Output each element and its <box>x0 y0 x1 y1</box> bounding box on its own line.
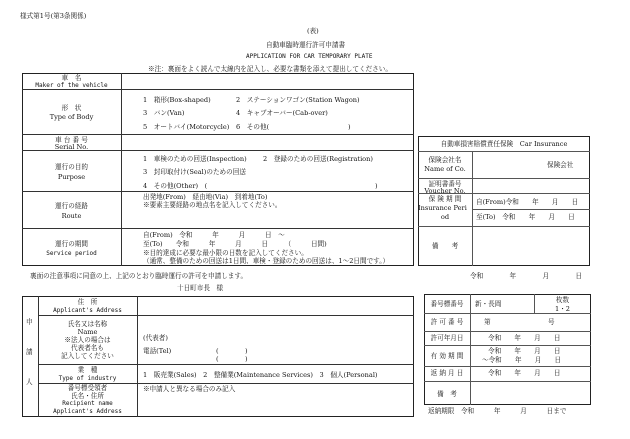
form-title-ja: 自動車臨時運行許可申請書 <box>266 41 346 49</box>
period-label-ja: 運行の期間 <box>55 240 88 248</box>
serial-label-en: Serial No. <box>54 143 89 151</box>
insurance-period-label-en-2: od <box>440 213 450 221</box>
voucher-label-ja: 証明書番号 <box>428 180 462 188</box>
form-number: 様式第1号(第3条関係) <box>20 12 87 20</box>
recipient-note: ※申請人と異なる場合のみ記入 <box>143 385 236 393</box>
recipient-label-2: 氏名・住所 <box>71 392 104 400</box>
purpose-option-4[interactable]: 4 その他(Other) ( <box>143 182 208 190</box>
address-label-ja: 住 所 <box>77 298 98 306</box>
tel-area-code[interactable]: ( ) <box>216 347 248 355</box>
insurance-period-from[interactable]: 自(From)令和 年 月 日 <box>476 198 579 206</box>
plate-number-value: 新・長岡 <box>475 300 502 308</box>
industry-label-ja: 業 種 <box>77 366 98 374</box>
office-remarks-field[interactable] <box>474 384 588 402</box>
applicant-side-3: 人 <box>26 378 33 386</box>
recipient-label-3: Recipient name <box>62 400 113 407</box>
voucher-label-en: Voucher No. <box>424 187 466 195</box>
period-note-1: ※目的達成に必要な最小限の日数を記入してください。 <box>143 249 308 257</box>
body-type-option-3[interactable]: 3 バン(Van) <box>143 109 185 117</box>
insurance-period-label-en-1: Insurance Peri <box>418 204 467 212</box>
period-note-2: （通常、整備のための回送は1日間、車検・登録のための回送は、1～2日間です。） <box>143 257 390 265</box>
maker-label-ja: 車 名 <box>61 74 82 82</box>
purpose-option-4-close: ) <box>375 182 378 190</box>
body-type-option-5[interactable]: 5 オートバイ(Motorcycle) <box>143 123 230 131</box>
period-from[interactable]: 自(From) 令和 年 月 日 ～ <box>143 231 285 239</box>
representative-label: (代表者) <box>143 334 168 342</box>
purpose-option-1[interactable]: 1 車検のための回送(Inspection) <box>143 155 247 163</box>
recipient-label-4: Applicant's Address <box>53 408 122 415</box>
sheets-value[interactable]: 1・2 <box>555 305 570 313</box>
name-label-2: Name <box>77 328 98 336</box>
insurance-remarks-label: 備 考 <box>431 242 459 250</box>
period-to[interactable]: 至(To) 令和 年 月 日 （ 日間) <box>143 240 327 248</box>
body-type-option-6[interactable]: 6 その他( <box>236 123 270 131</box>
plate-number-label: 番号標番号 <box>430 300 464 308</box>
permit-date-value[interactable]: 令和 年 月 日 <box>488 334 561 342</box>
return-date-label: 返 納 月 日 <box>430 369 464 377</box>
insurance-company-label-en: Name of Co. <box>424 165 466 173</box>
sheets-label: 枚数 <box>555 296 570 304</box>
purpose-label-ja: 運行の目的 <box>55 163 88 171</box>
tel-label: 電話(Tel) <box>143 347 172 355</box>
permit-date-label: 許可年月日 <box>430 334 464 342</box>
permit-number-label: 許 可 番 号 <box>430 318 464 326</box>
body-type-option-2[interactable]: 2 ステーションワゴン(Station Wagon) <box>236 96 360 104</box>
declaration-text: 裏面の注意事項に同意の上、上記のとおり臨時運行の許可を申請します。 <box>30 272 248 280</box>
applicant-side-1: 申 <box>26 318 33 326</box>
permit-number-go: 号 <box>548 318 555 326</box>
front-side-label: (表) <box>307 27 319 35</box>
form-title-en: APPLICATION FOR CAR TEMPORARY PLATE <box>246 53 373 60</box>
route-line-2: ※要素主要経路の地点名を記入してください。 <box>143 201 282 209</box>
applicant-side-2: 請 <box>26 348 33 356</box>
maker-field[interactable] <box>125 76 409 87</box>
insurance-company-suffix: 保険会社 <box>547 161 574 169</box>
valid-period-from[interactable]: 令和 年 月 日 <box>488 347 561 355</box>
declaration-date[interactable]: 令和 年 月 日 <box>470 272 583 280</box>
industry-options[interactable]: 1 販売業(Sales) 2 整備業(Maintenance Services) 3 個人(Personal) <box>143 371 378 379</box>
body-type-label-ja: 形 状 <box>61 104 82 112</box>
purpose-label-en: Purpose <box>57 173 86 181</box>
serial-label-ja: 車 台 番 号 <box>55 136 88 144</box>
valid-period-to[interactable]: ～令和 年 月 日 <box>482 356 562 364</box>
route-field[interactable] <box>125 211 409 226</box>
industry-label-en: Type of industry <box>58 375 117 382</box>
name-label-3: ※法人の場合は <box>64 336 111 344</box>
route-line-1: 出発地(From) 経由地(Via) 到着地(To) <box>143 193 268 201</box>
insurance-period-label-ja: 保 険 期 間 <box>428 195 462 203</box>
return-deadline: 返納期限 令和 年 月 日まで <box>428 407 567 415</box>
maker-label-en: Maker of the vehicle <box>35 82 108 89</box>
purpose-option-3[interactable]: 3 封印取付け(Seal)のための回送 <box>143 168 246 176</box>
period-label-en: Service period <box>46 250 97 257</box>
permit-number-dai: 第 <box>484 318 491 326</box>
purpose-option-2[interactable]: 2 登録のための回送(Registration) <box>263 155 373 163</box>
route-label-en: Route <box>61 212 82 220</box>
tel-number[interactable]: ( ) <box>216 355 248 363</box>
name-label-5: 記入してください <box>61 352 114 360</box>
insurance-header: 自動車損害賠償責任保険 Car Insurance <box>440 140 568 148</box>
instruction-note: ※注：裏面をよく読んで太線内を記入し、必要な書類を添えて提出してください。 <box>148 65 392 73</box>
address-field[interactable] <box>141 299 409 312</box>
body-type-option-6-close: ) <box>348 123 351 131</box>
insurance-company-field[interactable] <box>476 155 544 175</box>
body-type-option-4[interactable]: 4 キャブオーバー(Cab-over) <box>236 109 328 117</box>
body-type-label-en: Type of Body <box>49 113 94 121</box>
addressee: 十日町市長 様 <box>177 284 224 292</box>
voucher-field[interactable] <box>476 180 586 191</box>
return-date-value[interactable]: 令和 年 月 日 <box>488 369 561 377</box>
insurance-remarks-field[interactable] <box>476 229 586 263</box>
body-type-option-1[interactable]: 1 箱形(Box-shaped) <box>143 96 211 104</box>
name-label-4: 代表者名も <box>71 344 104 352</box>
serial-field[interactable] <box>125 137 409 148</box>
insurance-period-to[interactable]: 至(To) 令和 年 月 日 <box>476 213 575 221</box>
name-label-1: 氏名又は名称 <box>67 320 108 328</box>
office-remarks-label: 備 考 <box>437 390 457 398</box>
valid-period-label: 有 効 期 間 <box>430 352 464 360</box>
address-label-en: Applicant's Address <box>53 307 122 314</box>
route-label-ja: 運行の経路 <box>55 202 88 210</box>
insurance-company-label-ja: 保険会社名 <box>428 156 462 164</box>
recipient-label-1: 番号標受領者 <box>67 384 108 392</box>
